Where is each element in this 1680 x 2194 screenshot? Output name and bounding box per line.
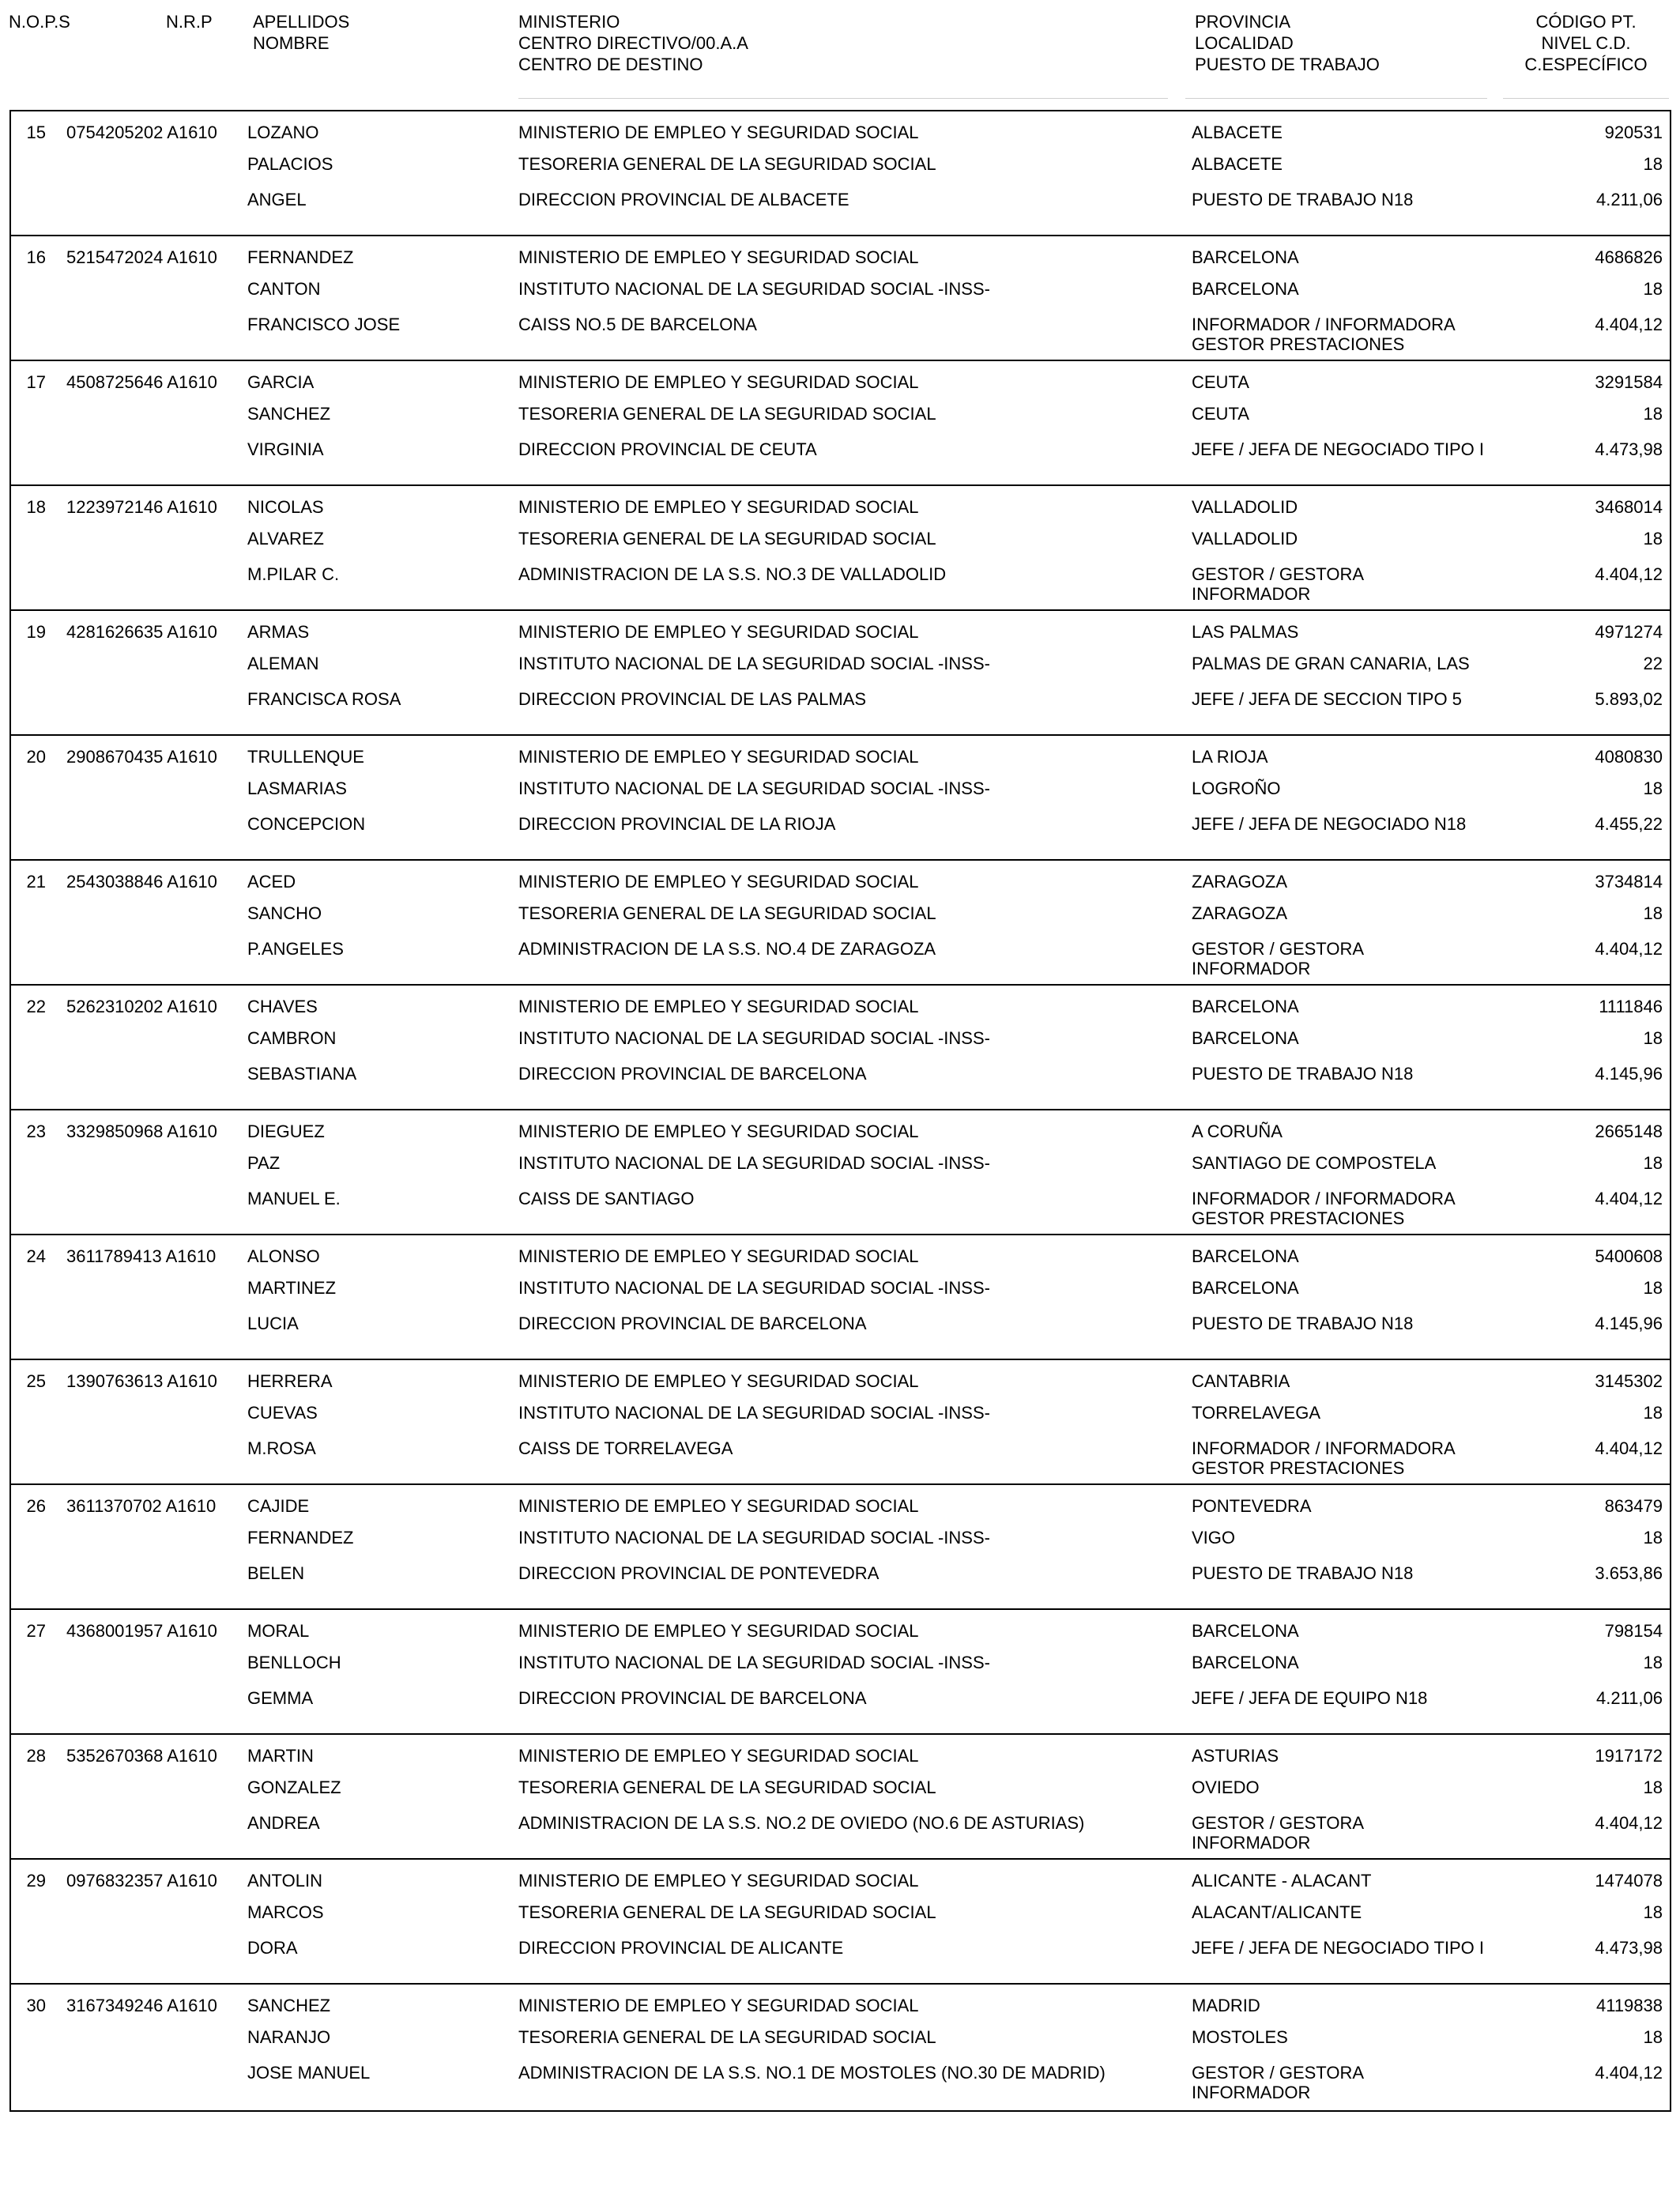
record-codigo: 4080830 (1595, 747, 1663, 767)
record-centro-directivo: INSTITUTO NACIONAL DE LA SEGURIDAD SOCIAL -INSS- (518, 1278, 990, 1298)
record-localidad: VIGO (1192, 1528, 1236, 1547)
record-nivel: 18 (1643, 778, 1663, 798)
record-localidad: BARCELONA (1192, 279, 1299, 299)
record-nivel: 18 (1643, 1902, 1663, 1922)
record-puesto-line2: GESTOR PRESTACIONES (1192, 1208, 1405, 1228)
record-centro-destino: CAISS NO.5 DE BARCELONA (518, 315, 757, 334)
record-localidad: BARCELONA (1192, 1278, 1299, 1298)
record-nivel: 18 (1643, 529, 1663, 548)
record-row (11, 611, 1670, 736)
record-centro-destino: ADMINISTRACION DE LA S.S. NO.1 DE MOSTOLES (NO.30 DE MADRID) (518, 2063, 1106, 2083)
record-puesto: PUESTO DE TRABAJO N18 (1192, 190, 1414, 209)
record-nrp: 4368001957 A1610 (66, 1621, 217, 1641)
record-especifico: 4.473,98 (1595, 439, 1663, 459)
record-apellido1: ANTOLIN (247, 1871, 322, 1891)
record-localidad: ZARAGOZA (1192, 903, 1288, 923)
record-nombre: FRANCISCO JOSE (247, 315, 401, 334)
record-centro-directivo: TESORERIA GENERAL DE LA SEGURIDAD SOCIAL (518, 2027, 936, 2047)
record-provincia: ASTURIAS (1192, 1746, 1279, 1766)
record-nombre: DORA (247, 1938, 298, 1958)
record-localidad: OVIEDO (1192, 1777, 1260, 1797)
record-provincia: CANTABRIA (1192, 1371, 1290, 1391)
record-codigo: 4119838 (1595, 1996, 1663, 2015)
record-puesto: INFORMADOR / INFORMADORA (1192, 1438, 1456, 1458)
record-apellido1: SANCHEZ (247, 1996, 331, 2015)
record-nivel: 18 (1643, 1777, 1663, 1797)
record-nombre: GEMMA (247, 1688, 314, 1708)
record-puesto-line2: INFORMADOR (1192, 1833, 1311, 1853)
record-provincia: BARCELONA (1192, 1621, 1299, 1641)
record-provincia: CEUTA (1192, 372, 1249, 392)
record-centro-destino: ADMINISTRACION DE LA S.S. NO.2 DE OVIEDO (NO.6 DE ASTURIAS) (518, 1813, 1085, 1833)
record-number: 30 (26, 1996, 46, 2015)
record-especifico: 4.455,22 (1595, 814, 1663, 834)
record-apellido1: ACED (247, 872, 296, 892)
header-provincia: PROVINCIA LOCALIDAD PUESTO DE TRABAJO (1195, 12, 1380, 74)
record-nombre: VIRGINIA (247, 439, 324, 459)
record-nrp: 3611370702 A1610 (66, 1496, 217, 1516)
record-centro-directivo: INSTITUTO NACIONAL DE LA SEGURIDAD SOCIAL -INSS- (518, 279, 990, 299)
record-ministerio: MINISTERIO DE EMPLEO Y SEGURIDAD SOCIAL (518, 1371, 919, 1391)
header-ministerio: MINISTERIO CENTRO DIRECTIVO/00.A.A CENTRO DE DESTINO (518, 12, 748, 74)
record-nombre: LUCIA (247, 1314, 299, 1333)
record-especifico: 3.653,86 (1595, 1563, 1663, 1583)
record-nrp: 1390763613 A1610 (66, 1371, 217, 1391)
record-centro-destino: DIRECCION PROVINCIAL DE BARCELONA (518, 1314, 867, 1333)
header-nrp: N.R.P (166, 12, 213, 32)
record-apellido1: ALONSO (247, 1246, 320, 1266)
record-ministerio: MINISTERIO DE EMPLEO Y SEGURIDAD SOCIAL (518, 1621, 919, 1641)
record-nrp: 4281626635 A1610 (66, 622, 217, 642)
record-codigo: 920531 (1604, 123, 1663, 142)
record-apellido1: CHAVES (247, 997, 318, 1016)
record-apellido1: FERNANDEZ (247, 247, 354, 267)
record-provincia: MADRID (1192, 1996, 1260, 2015)
record-especifico: 4.211,06 (1595, 1688, 1663, 1708)
record-localidad: ALBACETE (1192, 154, 1283, 174)
record-ministerio: MINISTERIO DE EMPLEO Y SEGURIDAD SOCIAL (518, 622, 919, 642)
record-centro-destino: DIRECCION PROVINCIAL DE BARCELONA (518, 1064, 867, 1084)
record-ministerio: MINISTERIO DE EMPLEO Y SEGURIDAD SOCIAL (518, 497, 919, 517)
record-apellido2: BENLLOCH (247, 1653, 341, 1672)
record-localidad: BARCELONA (1192, 1028, 1299, 1048)
record-especifico: 4.211,06 (1595, 190, 1663, 209)
record-provincia: BARCELONA (1192, 247, 1299, 267)
record-nombre: SEBASTIANA (247, 1064, 357, 1084)
record-nombre: M.PILAR C. (247, 564, 340, 584)
record-apellido2: GONZALEZ (247, 1777, 341, 1797)
record-codigo: 4971274 (1595, 622, 1663, 642)
record-codigo: 798154 (1604, 1621, 1663, 1641)
header-codigo: CÓDIGO PT. NIVEL C.D. C.ESPECÍFICO (1524, 12, 1648, 74)
record-nrp: 3611789413 A1610 (66, 1246, 217, 1266)
record-nivel: 18 (1643, 404, 1663, 424)
record-puesto: JEFE / JEFA DE SECCION TIPO 5 (1192, 689, 1462, 709)
header-rule (1503, 98, 1669, 99)
record-apellido2: LASMARIAS (247, 778, 347, 798)
record-puesto-line2: INFORMADOR (1192, 584, 1311, 604)
record-nrp: 5215472024 A1610 (66, 247, 217, 267)
record-nivel: 18 (1643, 1153, 1663, 1173)
record-provincia: LAS PALMAS (1192, 622, 1299, 642)
record-ministerio: MINISTERIO DE EMPLEO Y SEGURIDAD SOCIAL (518, 997, 919, 1016)
record-puesto: PUESTO DE TRABAJO N18 (1192, 1064, 1414, 1084)
record-number: 18 (26, 497, 46, 517)
record-centro-directivo: INSTITUTO NACIONAL DE LA SEGURIDAD SOCIAL -INSS- (518, 1653, 990, 1672)
record-codigo: 3734814 (1595, 872, 1663, 892)
record-nivel: 22 (1643, 654, 1663, 673)
record-number: 15 (26, 123, 46, 142)
record-nivel: 18 (1643, 903, 1663, 923)
record-especifico: 4.404,12 (1595, 1813, 1663, 1833)
record-row (11, 736, 1670, 861)
record-number: 23 (26, 1122, 46, 1141)
header-rule (518, 98, 1168, 99)
record-provincia: BARCELONA (1192, 997, 1299, 1016)
record-ministerio: MINISTERIO DE EMPLEO Y SEGURIDAD SOCIAL (518, 1996, 919, 2015)
record-puesto: GESTOR / GESTORA (1192, 2063, 1365, 2083)
record-nrp: 0976832357 A1610 (66, 1871, 217, 1891)
record-codigo: 3291584 (1595, 372, 1663, 392)
record-ministerio: MINISTERIO DE EMPLEO Y SEGURIDAD SOCIAL (518, 1746, 919, 1766)
record-centro-destino: CAISS DE TORRELAVEGA (518, 1438, 733, 1458)
record-row (11, 111, 1670, 236)
record-apellido2: CAMBRON (247, 1028, 337, 1048)
record-centro-directivo: INSTITUTO NACIONAL DE LA SEGURIDAD SOCIAL -INSS- (518, 778, 990, 798)
record-number: 22 (26, 997, 46, 1016)
record-number: 29 (26, 1871, 46, 1891)
record-centro-directivo: TESORERIA GENERAL DE LA SEGURIDAD SOCIAL (518, 154, 936, 174)
record-centro-destino: ADMINISTRACION DE LA S.S. NO.4 DE ZARAGOZA (518, 939, 936, 959)
record-especifico: 4.404,12 (1595, 2063, 1663, 2083)
record-nombre: MANUEL E. (247, 1189, 341, 1208)
record-codigo: 863479 (1604, 1496, 1663, 1516)
record-ministerio: MINISTERIO DE EMPLEO Y SEGURIDAD SOCIAL (518, 1496, 919, 1516)
record-apellido2: SANCHO (247, 903, 322, 923)
record-ministerio: MINISTERIO DE EMPLEO Y SEGURIDAD SOCIAL (518, 372, 919, 392)
record-localidad: LOGROÑO (1192, 778, 1281, 798)
header-apellidos-nombre: APELLIDOS NOMBRE (253, 12, 350, 53)
record-provincia: LA RIOJA (1192, 747, 1268, 767)
record-nivel: 18 (1643, 154, 1663, 174)
record-especifico: 4.404,12 (1595, 939, 1663, 959)
record-centro-directivo: INSTITUTO NACIONAL DE LA SEGURIDAD SOCIAL -INSS- (518, 1153, 990, 1173)
record-apellido1: MORAL (247, 1621, 310, 1641)
record-nrp: 3329850968 A1610 (66, 1122, 217, 1141)
record-codigo: 3468014 (1595, 497, 1663, 517)
record-nombre: ANGEL (247, 190, 307, 209)
record-centro-destino: ADMINISTRACION DE LA S.S. NO.3 DE VALLADOLID (518, 564, 947, 584)
record-apellido2: NARANJO (247, 2027, 331, 2047)
record-centro-directivo: INSTITUTO NACIONAL DE LA SEGURIDAD SOCIAL -INSS- (518, 1403, 990, 1423)
record-centro-destino: DIRECCION PROVINCIAL DE ALBACETE (518, 190, 849, 209)
record-puesto: INFORMADOR / INFORMADORA (1192, 315, 1456, 334)
record-row (11, 1860, 1670, 1985)
record-especifico: 4.473,98 (1595, 1938, 1663, 1958)
record-nivel: 18 (1643, 1278, 1663, 1298)
record-centro-destino: DIRECCION PROVINCIAL DE CEUTA (518, 439, 817, 459)
record-nombre: CONCEPCION (247, 814, 366, 834)
record-provincia: ALBACETE (1192, 123, 1283, 142)
record-nivel: 18 (1643, 2027, 1663, 2047)
record-number: 21 (26, 872, 46, 892)
record-nombre: FRANCISCA ROSA (247, 689, 401, 709)
record-puesto: GESTOR / GESTORA (1192, 939, 1365, 959)
record-apellido1: CAJIDE (247, 1496, 310, 1516)
records-table (9, 110, 1671, 2112)
record-puesto: JEFE / JEFA DE EQUIPO N18 (1192, 1688, 1428, 1708)
record-ministerio: MINISTERIO DE EMPLEO Y SEGURIDAD SOCIAL (518, 247, 919, 267)
header-nops: N.O.P.S (9, 12, 70, 32)
record-puesto: JEFE / JEFA DE NEGOCIADO N18 (1192, 814, 1467, 834)
record-number: 24 (26, 1246, 46, 1266)
record-centro-destino: CAISS DE SANTIAGO (518, 1189, 695, 1208)
record-row (11, 486, 1670, 611)
record-especifico: 4.404,12 (1595, 1189, 1663, 1208)
record-localidad: SANTIAGO DE COMPOSTELA (1192, 1153, 1437, 1173)
record-row (11, 986, 1670, 1110)
record-number: 19 (26, 622, 46, 642)
record-puesto: PUESTO DE TRABAJO N18 (1192, 1563, 1414, 1583)
record-puesto-line2: GESTOR PRESTACIONES (1192, 1458, 1405, 1478)
record-nivel: 18 (1643, 1528, 1663, 1547)
record-especifico: 4.404,12 (1595, 564, 1663, 584)
record-nrp: 1223972146 A1610 (66, 497, 217, 517)
record-nombre: P.ANGELES (247, 939, 344, 959)
record-centro-directivo: TESORERIA GENERAL DE LA SEGURIDAD SOCIAL (518, 1777, 936, 1797)
record-localidad: VALLADOLID (1192, 529, 1298, 548)
record-row (11, 861, 1670, 986)
record-localidad: BARCELONA (1192, 1653, 1299, 1672)
record-ministerio: MINISTERIO DE EMPLEO Y SEGURIDAD SOCIAL (518, 872, 919, 892)
record-number: 16 (26, 247, 46, 267)
record-number: 25 (26, 1371, 46, 1391)
record-centro-destino: DIRECCION PROVINCIAL DE PONTEVEDRA (518, 1563, 880, 1583)
record-provincia: ZARAGOZA (1192, 872, 1288, 892)
record-centro-directivo: TESORERIA GENERAL DE LA SEGURIDAD SOCIAL (518, 903, 936, 923)
record-nombre: BELEN (247, 1563, 305, 1583)
record-localidad: TORRELAVEGA (1192, 1403, 1321, 1423)
record-especifico: 4.145,96 (1595, 1064, 1663, 1084)
record-puesto: JEFE / JEFA DE NEGOCIADO TIPO I (1192, 439, 1485, 459)
record-centro-destino: DIRECCION PROVINCIAL DE LA RIOJA (518, 814, 836, 834)
record-codigo: 3145302 (1595, 1371, 1663, 1391)
record-provincia: A CORUÑA (1192, 1122, 1283, 1141)
record-centro-directivo: TESORERIA GENERAL DE LA SEGURIDAD SOCIAL (518, 1902, 936, 1922)
record-row (11, 1985, 1670, 2109)
record-puesto: PUESTO DE TRABAJO N18 (1192, 1314, 1414, 1333)
record-ministerio: MINISTERIO DE EMPLEO Y SEGURIDAD SOCIAL (518, 1122, 919, 1141)
record-apellido1: DIEGUEZ (247, 1122, 325, 1141)
record-provincia: ALICANTE - ALACANT (1192, 1871, 1372, 1891)
record-codigo: 5400608 (1595, 1246, 1663, 1266)
record-apellido1: LOZANO (247, 123, 319, 142)
record-puesto: JEFE / JEFA DE NEGOCIADO TIPO I (1192, 1938, 1485, 1958)
record-codigo: 1111846 (1599, 997, 1663, 1016)
record-row (11, 1110, 1670, 1235)
record-nivel: 18 (1643, 1403, 1663, 1423)
record-especifico: 5.893,02 (1595, 689, 1663, 709)
record-puesto: INFORMADOR / INFORMADORA (1192, 1189, 1456, 1208)
record-number: 26 (26, 1496, 46, 1516)
record-nivel: 18 (1643, 1028, 1663, 1048)
record-especifico: 4.404,12 (1595, 1438, 1663, 1458)
record-nombre: ANDREA (247, 1813, 320, 1833)
record-number: 17 (26, 372, 46, 392)
record-centro-directivo: INSTITUTO NACIONAL DE LA SEGURIDAD SOCIAL -INSS- (518, 654, 990, 673)
record-provincia: VALLADOLID (1192, 497, 1298, 517)
record-apellido2: PAZ (247, 1153, 281, 1173)
record-ministerio: MINISTERIO DE EMPLEO Y SEGURIDAD SOCIAL (518, 747, 919, 767)
record-localidad: CEUTA (1192, 404, 1249, 424)
record-row (11, 361, 1670, 486)
record-row (11, 236, 1670, 361)
record-nombre: M.ROSA (247, 1438, 316, 1458)
record-nrp: 2908670435 A1610 (66, 747, 217, 767)
record-apellido2: FERNANDEZ (247, 1528, 354, 1547)
record-localidad: PALMAS DE GRAN CANARIA, LAS (1192, 654, 1470, 673)
record-centro-destino: DIRECCION PROVINCIAL DE ALICANTE (518, 1938, 844, 1958)
record-number: 28 (26, 1746, 46, 1766)
record-centro-destino: DIRECCION PROVINCIAL DE BARCELONA (518, 1688, 867, 1708)
record-row (11, 1360, 1670, 1485)
record-localidad: MOSTOLES (1192, 2027, 1288, 2047)
record-codigo: 2665148 (1595, 1122, 1663, 1141)
record-codigo: 1917172 (1595, 1746, 1663, 1766)
record-codigo: 1474078 (1595, 1871, 1663, 1891)
record-provincia: PONTEVEDRA (1192, 1496, 1312, 1516)
record-nivel: 18 (1643, 279, 1663, 299)
column-header (0, 11, 1680, 106)
record-apellido2: MARCOS (247, 1902, 324, 1922)
record-apellido2: CANTON (247, 279, 321, 299)
record-apellido1: GARCIA (247, 372, 315, 392)
record-codigo: 4686826 (1595, 247, 1663, 267)
record-puesto-line2: GESTOR PRESTACIONES (1192, 334, 1405, 354)
record-nivel: 18 (1643, 1653, 1663, 1672)
record-ministerio: MINISTERIO DE EMPLEO Y SEGURIDAD SOCIAL (518, 1246, 919, 1266)
record-nrp: 0754205202 A1610 (66, 123, 217, 142)
record-number: 27 (26, 1621, 46, 1641)
record-apellido2: ALVAREZ (247, 529, 324, 548)
record-nombre: JOSE MANUEL (247, 2063, 371, 2083)
record-nrp: 5352670368 A1610 (66, 1746, 217, 1766)
record-number: 20 (26, 747, 46, 767)
record-row (11, 1735, 1670, 1860)
record-apellido1: ARMAS (247, 622, 310, 642)
record-nrp: 5262310202 A1610 (66, 997, 217, 1016)
record-puesto: GESTOR / GESTORA (1192, 564, 1365, 584)
record-nrp: 3167349246 A1610 (66, 1996, 217, 2015)
record-apellido2: CUEVAS (247, 1403, 318, 1423)
record-apellido1: MARTIN (247, 1746, 314, 1766)
record-centro-destino: DIRECCION PROVINCIAL DE LAS PALMAS (518, 689, 867, 709)
record-apellido1: TRULLENQUE (247, 747, 364, 767)
record-apellido2: SANCHEZ (247, 404, 331, 424)
record-centro-directivo: INSTITUTO NACIONAL DE LA SEGURIDAD SOCIAL -INSS- (518, 1028, 990, 1048)
record-puesto-line2: INFORMADOR (1192, 2083, 1311, 2102)
record-ministerio: MINISTERIO DE EMPLEO Y SEGURIDAD SOCIAL (518, 1871, 919, 1891)
header-rule (1185, 98, 1487, 99)
record-puesto-line2: INFORMADOR (1192, 959, 1311, 978)
record-row (11, 1610, 1670, 1735)
record-provincia: BARCELONA (1192, 1246, 1299, 1266)
record-row (11, 1485, 1670, 1610)
record-apellido2: MARTINEZ (247, 1278, 337, 1298)
record-especifico: 4.145,96 (1595, 1314, 1663, 1333)
record-especifico: 4.404,12 (1595, 315, 1663, 334)
record-ministerio: MINISTERIO DE EMPLEO Y SEGURIDAD SOCIAL (518, 123, 919, 142)
record-centro-directivo: TESORERIA GENERAL DE LA SEGURIDAD SOCIAL (518, 404, 936, 424)
record-centro-directivo: TESORERIA GENERAL DE LA SEGURIDAD SOCIAL (518, 529, 936, 548)
record-nrp: 4508725646 A1610 (66, 372, 217, 392)
record-apellido1: NICOLAS (247, 497, 324, 517)
record-puesto: GESTOR / GESTORA (1192, 1813, 1365, 1833)
record-nrp: 2543038846 A1610 (66, 872, 217, 892)
record-apellido2: ALEMAN (247, 654, 319, 673)
record-localidad: ALACANT/ALICANTE (1192, 1902, 1362, 1922)
record-row (11, 1235, 1670, 1360)
record-apellido1: HERRERA (247, 1371, 333, 1391)
record-apellido2: PALACIOS (247, 154, 333, 174)
record-centro-directivo: INSTITUTO NACIONAL DE LA SEGURIDAD SOCIAL -INSS- (518, 1528, 990, 1547)
